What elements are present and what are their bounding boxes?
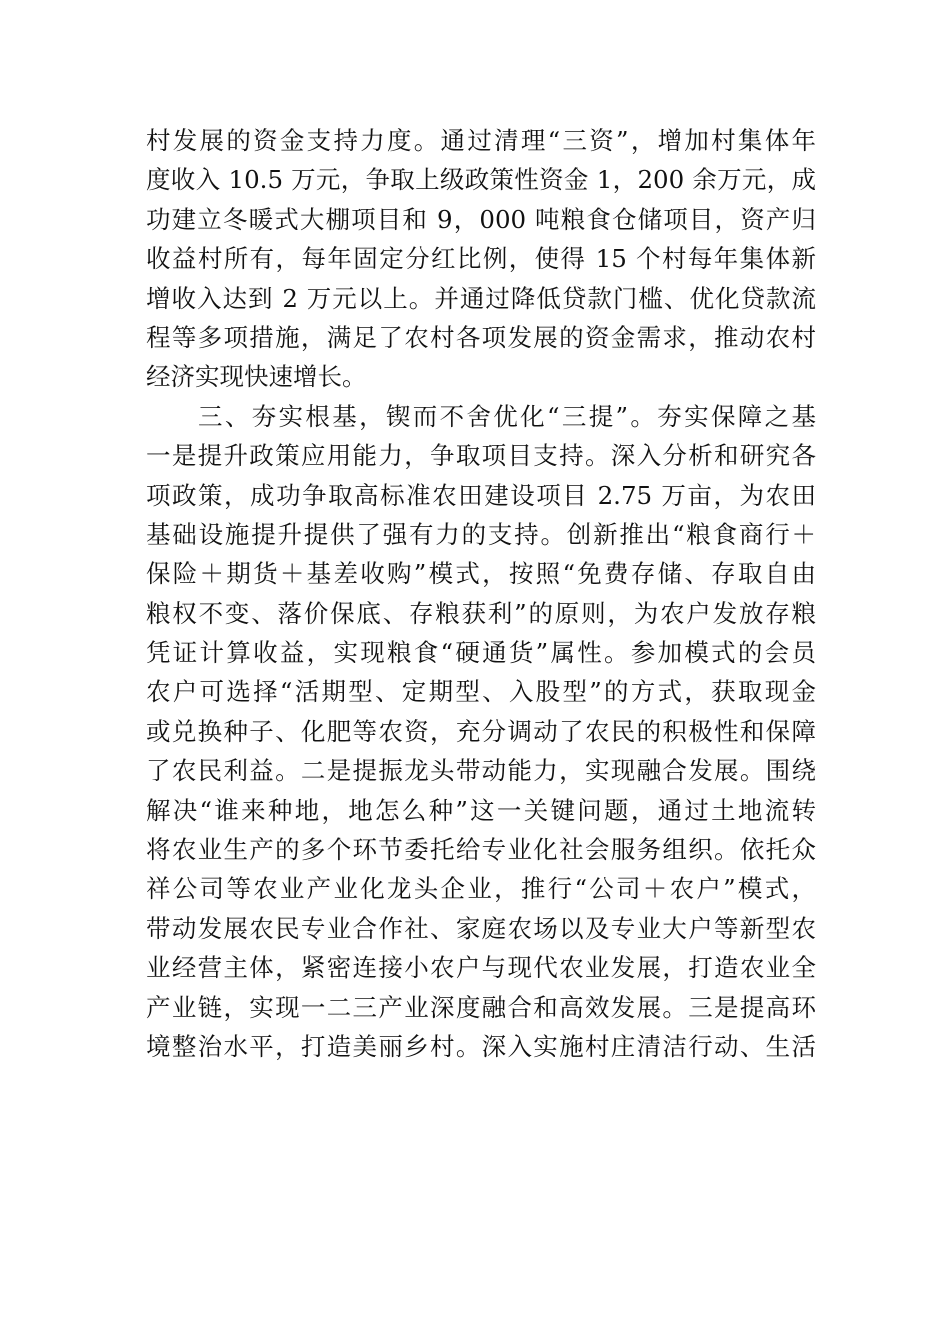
text-line: 程等多项措施，满足了农村各项发展的资金需求，推动农村: [146, 322, 816, 352]
text-line: 或兑换种子、化肥等农资，充分调动了农民的积极性和保障: [146, 716, 816, 746]
text-line: 增收入达到 2 万元以上。并通过降低贷款门槛、优化贷款流: [146, 283, 816, 313]
text-line: 境整治水平，打造美丽乡村。深入实施村庄清洁行动、生活: [146, 1031, 816, 1061]
text-line: 功建立冬暖式大棚项目和 9，000 吨粮食仓储项目，资产归: [146, 204, 816, 234]
text-line: 保险＋期货＋基差收购”模式，按照“免费存储、存取自由: [146, 559, 816, 589]
text-line: 农户可选择“活期型、定期型、入股型”的方式，获取现金: [146, 677, 816, 707]
text-line: 祥公司等农业产业化龙头企业，推行“公司＋农户”模式，: [146, 874, 816, 904]
text-line: 一是提升政策应用能力，争取项目支持。深入分析和研究各: [146, 441, 816, 471]
text-line: 带动发展农民专业合作社、家庭农场以及专业大户等新型农: [146, 913, 816, 943]
body-text: [146, 121, 816, 1066]
text-line: 粮权不变、落价保底、存粮获利”的原则，为农户发放存粮: [146, 598, 816, 628]
text-line: 产业链，实现一二三产业深度融合和高效发展。三是提高环: [146, 992, 816, 1022]
text-line: 基础设施提升提供了强有力的支持。创新推出“粮食商行＋: [146, 519, 816, 549]
text-line: 收益村所有，每年固定分红比例，使得 15 个村每年集体新: [146, 244, 816, 274]
text-line: 业经营主体，紧密连接小农户与现代农业发展，打造农业全: [146, 953, 816, 983]
text-line: 将农业生产的多个环节委托给专业化社会服务组织。依托众: [146, 835, 816, 865]
text-line: 项政策，成功争取高标准农田建设项目 2.75 万亩，为农田: [146, 480, 816, 510]
text-line: 村发展的资金支持力度。通过清理“三资”，增加村集体年: [146, 126, 816, 155]
text-line: 凭证计算收益，实现粮食“硬通货”属性。参加模式的会员: [146, 638, 816, 668]
text-line: 经济实现快速增长。: [146, 362, 367, 392]
text-line: 解决“谁来种地，地怎么种”这一关键问题，通过土地流转: [146, 795, 816, 825]
text-line: 了农民利益。二是提振龙头带动能力，实现融合发展。围绕: [146, 756, 816, 786]
text-line: 度收入 10.5 万元，争取上级政策性资金 1，200 余万元，成: [146, 165, 816, 195]
section-heading-line: 三、夯实根基，锲而不舍优化“三提”。夯实保障之基: [198, 401, 816, 431]
